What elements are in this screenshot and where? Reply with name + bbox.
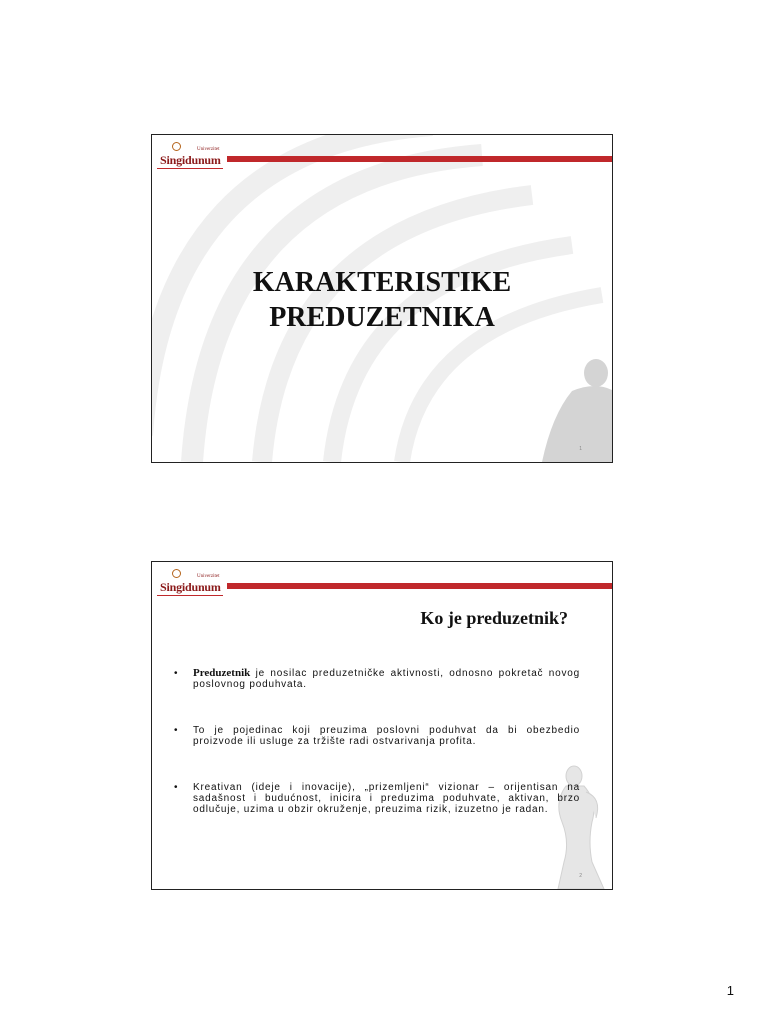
slide-number: 1: [579, 446, 582, 452]
bullet-text: Kreativan (ideje i inovacije), „prizemljeni“ vizionar – orijentisan na sadašnost i budućnost, inicira i preduzima poduhvate, aktivan, brzo odlučuje, uzima u obzir okruženje, preuzima rizik, izuzetno je radan.: [193, 782, 580, 815]
bullet-list: [174, 668, 580, 815]
logo-emblem-icon: [172, 569, 181, 578]
logo-small-text: Univerzitet: [197, 147, 220, 152]
header-red-bar: [227, 583, 612, 589]
slide-2: [151, 561, 613, 890]
slide-number: 2: [579, 873, 582, 879]
bullet-item: [174, 782, 580, 815]
slide-title-line-1: KARAKTERISTIKE: [252, 267, 512, 298]
page-number: 1: [726, 983, 734, 998]
logo-text: Singidunum: [160, 153, 221, 167]
logo-underline: [157, 595, 223, 596]
singidunum-logo: [157, 571, 227, 597]
slide-1: [151, 134, 613, 463]
bullet-item: [174, 668, 580, 690]
bullet-text: To je pojedinac koji preuzima poslovni poduhvat da bi obezbedio proizvode ili usluge za tržište radi ostvarivanja profita.: [193, 725, 580, 747]
slide-title: Ko je preduzetnik?: [420, 608, 568, 628]
bullet-bold: Preduzetnik: [193, 667, 251, 679]
logo-small-text: Univerzitet: [197, 574, 220, 579]
logo-text: Singidunum: [160, 580, 221, 594]
header-red-bar: [227, 156, 612, 162]
bullet-text: je nosilac preduzetničke aktivnosti, odnosno pokretač novog poslovnog poduhvata.: [193, 668, 580, 690]
slide-title: [152, 265, 612, 335]
logo-emblem-icon: [172, 142, 181, 151]
singidunum-logo: [157, 144, 227, 170]
logo-underline: [157, 168, 223, 169]
bullet-item: [174, 725, 580, 747]
slide-title-line-2: PREDUZETNIKA: [269, 302, 495, 333]
